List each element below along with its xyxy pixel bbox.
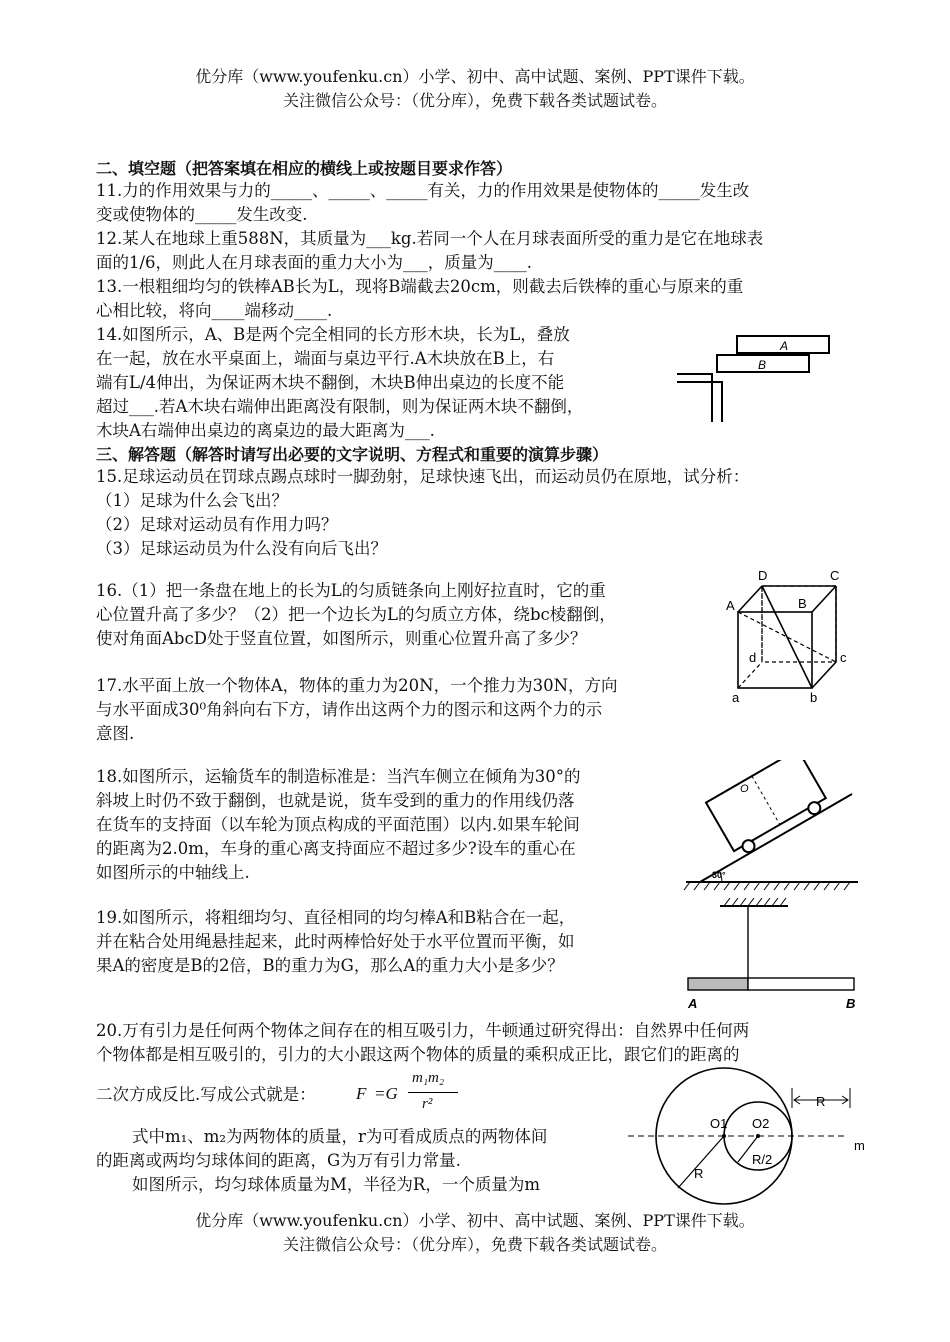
- label-r: R: [694, 1166, 704, 1181]
- q19-line-1: 19.如图所示，将粗细均匀、直径相同的均匀棒A和B粘合在一起，: [96, 908, 576, 927]
- cube-label-B: B: [798, 596, 807, 611]
- q11-line-2: 变或使物体的_____发生改变.: [96, 205, 308, 224]
- cube-label-a: a: [732, 690, 740, 705]
- label-r-half: R/2: [752, 1152, 773, 1167]
- q20-line-3: 二次方成反比.写成公式就是：: [96, 1085, 316, 1104]
- q12-line-2: 面的1/6，则此人在月球表面的重力大小为___，质量为____.: [96, 253, 533, 272]
- rod-b-label: B: [846, 996, 856, 1011]
- q17-line-2: 与水平面成30⁰角斜向右下方，请作出这两个力的图示和这两个力的示: [96, 700, 603, 719]
- rod-b: [748, 978, 854, 990]
- rod-a-label: A: [688, 996, 698, 1011]
- q11-line-1: 11.力的作用效果与力的_____、_____、_____有关，力的作用效果是使物体的_____发生改: [96, 181, 750, 200]
- cube-label-C: C: [830, 568, 840, 583]
- cube-label-D: D: [758, 568, 768, 583]
- formula-eq-g: =G: [374, 1084, 398, 1103]
- q16-line-2: 心位置升高了多少？（2）把一个边长为L的匀质立方体，绕bc棱翻倒，: [96, 605, 616, 624]
- section-3-title: 三、解答题（解答时请写出必要的文字说明、方程式和重要的演算步骤）: [96, 445, 609, 464]
- section-2-title: 二、填空题（把答案填在相应的横线上或按题目要求作答）: [96, 159, 513, 178]
- q20-line-1: 20.万有引力是任何两个物体之间存在的相互吸引力，牛顿通过研究得出：自然界中任何两: [96, 1021, 750, 1040]
- q13-line-2: 心相比较，将向____端移动____.: [96, 301, 333, 320]
- q17-line-3: 意图.: [96, 724, 135, 743]
- q14-line-2: 在一起，放在水平桌面上，端面与桌边平行.A木块放在B上，右: [96, 349, 555, 368]
- q18-line-2: 斜坡上时仍不致于翻倒，也就是说，货车受到的重力的作用线仍落: [96, 791, 575, 810]
- stacked-blocks-figure: [672, 330, 842, 425]
- block-b-label: B: [758, 358, 767, 372]
- label-m: m: [854, 1138, 865, 1153]
- q18-line-1: 18.如图所示，运输货车的制造标准是：当汽车侧立在倾角为30°的: [96, 767, 581, 786]
- q12-line-1: 12.某人在地球上重588N，其质量为___kg.若同一个人在月球表面所受的重力是它在地球表: [96, 229, 764, 248]
- gravitation-formula: [356, 1070, 466, 1122]
- q20-line-6: 如图所示，均匀球体质量为M，半径为R，一个质量为m: [132, 1175, 540, 1194]
- q14-line-4: 超过___.若A木块右端伸出距离没有限制，则为保证两木块不翻倒，: [96, 397, 584, 416]
- q20-line-2: 个物体都是相互吸引的，引力的大小跟这两个物体的质量的乘积成正比，跟它们的距离的: [96, 1045, 740, 1064]
- header-line-1: 优分库（www.youfenku.cn）小学、初中、高中试题、案例、PPT课件下载。: [195, 67, 755, 86]
- hanging-rods-figure: [680, 896, 860, 1014]
- q14-line-3: 端有L/4伸出，为保证两木块不翻倒，木块B伸出桌边的长度不能: [96, 373, 565, 392]
- q15-line-1: 15.足球运动员在罚球点踢点球时一脚劲射，足球快速飞出，而运动员仍在原地，试分析：: [96, 467, 750, 486]
- q13-line-1: 13.一根粗细均匀的铁棒AB长为L，现将B端截去20cm，则截去后铁棒的重心与原来的重: [96, 277, 744, 296]
- q15-line-3: （2）足球对运动员有作用力吗？: [96, 515, 338, 534]
- q15-line-2: （1）足球为什么会飞出？: [96, 491, 288, 510]
- truck-slope-figure: [682, 760, 862, 892]
- q19-line-3: 果A的密度是B的2倍，B的重力为G，那么A的重力大小是多少？: [96, 956, 564, 975]
- formula-fraction-bar: [408, 1092, 458, 1093]
- label-r-distance: R: [816, 1094, 826, 1109]
- q18-line-5: 如图所示的中轴线上.: [96, 863, 250, 882]
- q17-line-1: 17.水平面上放一个物体A，物体的重力为20N，一个推力为30N，方向: [96, 676, 618, 695]
- q20-line-4: 式中m₁、m₂为两物体的质量，r为可看成质点的两物体间: [132, 1127, 548, 1146]
- q18-line-4: 的距离为2.0m，车身的重心离支持面应不超过多少?设车的重心在: [96, 839, 576, 858]
- label-o1: O1: [710, 1116, 728, 1131]
- block-a-label: A: [780, 339, 789, 353]
- cube-label-A: A: [726, 598, 735, 613]
- cube-label-b: b: [810, 690, 818, 705]
- header-line-2: 关注微信公众号：（优分库），免费下载各类试题试卷。: [282, 91, 667, 110]
- cube-label-d: d: [749, 650, 757, 665]
- formula-denominator: r²: [422, 1096, 433, 1112]
- q16-line-3: 使对角面AbcD处于竖直位置，如图所示，则重心位置升高了多少？: [96, 629, 587, 648]
- table-edge-inner: [677, 382, 722, 422]
- slope-angle-label: 30°: [712, 870, 726, 880]
- q18-line-3: 在货车的支持面（以车轮为顶点构成的平面范围）以内.如果车轮间: [96, 815, 580, 834]
- q15-line-4: （3）足球运动员为什么没有向后飞出？: [96, 539, 387, 558]
- sphere-cavity-figure: [628, 1066, 876, 1214]
- rod-a: [688, 978, 748, 990]
- formula-numerator: m₁m₂: [412, 1070, 445, 1086]
- footer-line-1: 优分库（www.youfenku.cn）小学、初中、高中试题、案例、PPT课件下载。: [195, 1211, 755, 1230]
- q20-line-5: 的距离或两均匀球体间的距离，G为万有引力常量.: [96, 1151, 461, 1170]
- q19-line-2: 并在粘合处用绳悬挂起来，此时两棒恰好处于水平位置而平衡，如: [96, 932, 575, 951]
- q14-line-5: 木块A右端伸出桌边的离桌边的最大距离为___.: [96, 421, 435, 440]
- cube-figure: [722, 566, 860, 706]
- footer-line-2: 关注微信公众号：（优分库），免费下载各类试题试卷。: [282, 1235, 667, 1254]
- label-o2: O2: [752, 1116, 770, 1131]
- truck-center-label: O: [740, 783, 749, 795]
- cube-label-c: c: [840, 650, 847, 665]
- q16-line-1: 16.（1）把一条盘在地上的长为L的匀质链条向上刚好拉直时，它的重: [96, 581, 606, 600]
- formula-f: F: [356, 1084, 367, 1103]
- q14-line-1: 14.如图所示，A、B是两个完全相同的长方形木块，长为L，叠放: [96, 325, 570, 344]
